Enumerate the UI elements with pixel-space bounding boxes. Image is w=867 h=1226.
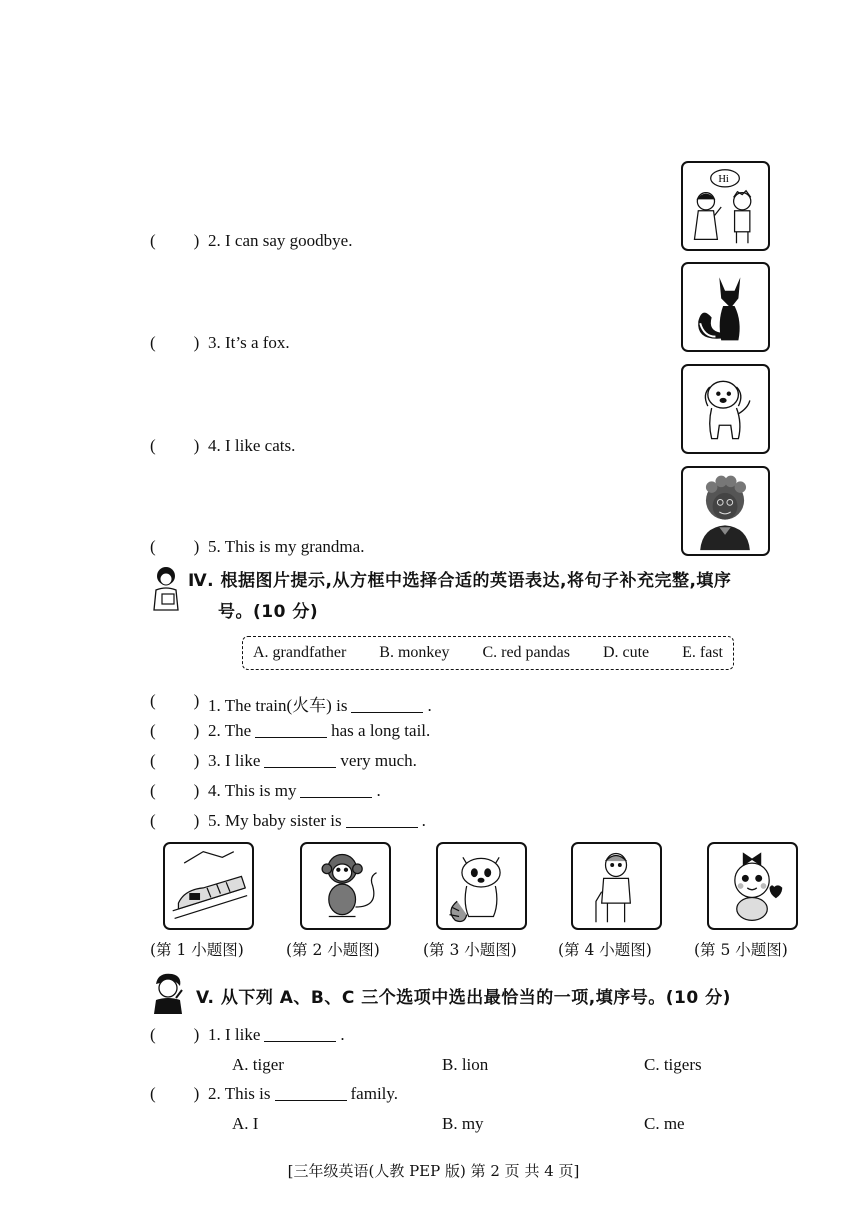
option-a[interactable]: A. tiger — [232, 1055, 284, 1074]
option-b[interactable]: B. my — [442, 1114, 484, 1133]
answer-paren[interactable]: ( ) — [150, 811, 200, 830]
picture-fox — [681, 262, 770, 352]
picture-red-panda — [436, 842, 527, 930]
answer-paren[interactable]: ( ) — [150, 537, 200, 556]
caption-picture-2: (第 2 小题图) — [286, 941, 380, 959]
word-option-a: A. grandfather — [253, 644, 347, 661]
section4-heading-line1: Ⅳ. 根据图片提示,从方框中选择合适的英语表达,将句子补充完整,填序 — [188, 571, 732, 591]
section4-heading-line2: 号。(10 分) — [218, 602, 319, 622]
caption-picture-1: (第 1 小题图) — [150, 941, 244, 959]
picture-grandfather — [571, 842, 662, 930]
answer-paren[interactable]: ( ) — [150, 231, 200, 250]
blank-field[interactable] — [346, 827, 418, 828]
picture-train — [163, 842, 254, 930]
hi-bubble-text: Hi — [718, 174, 729, 186]
blank-field[interactable] — [275, 1100, 347, 1101]
caption-picture-5: (第 5 小题图) — [694, 941, 788, 959]
question-text: 3. It’s a fox. — [208, 333, 290, 352]
picture-grandma — [681, 466, 770, 556]
caption-picture-4: (第 4 小题图) — [558, 941, 652, 959]
picture-monkey — [300, 842, 391, 930]
picture-baby — [707, 842, 798, 930]
word-option-e: E. fast — [682, 644, 723, 661]
answer-paren[interactable]: ( ) — [150, 781, 200, 800]
answer-paren[interactable]: ( ) — [150, 691, 200, 710]
boy-thinking-icon — [150, 970, 188, 1016]
answer-paren[interactable]: ( ) — [150, 436, 200, 455]
option-b[interactable]: B. lion — [442, 1055, 489, 1074]
caption-picture-3: (第 3 小题图) — [423, 941, 517, 959]
answer-paren[interactable]: ( ) — [150, 1084, 200, 1103]
answer-paren[interactable]: ( ) — [150, 751, 200, 770]
option-c[interactable]: C. me — [644, 1114, 685, 1133]
answer-paren[interactable]: ( ) — [150, 721, 200, 740]
blank-field[interactable] — [264, 767, 336, 768]
answer-paren[interactable]: ( ) — [150, 333, 200, 352]
question-text: 4. I like cats. — [208, 436, 296, 455]
page-footer: [三年级英语(人教 PEP 版) 第 2 页 共 4 页] — [287, 1162, 580, 1180]
word-option-b: B. monkey — [379, 644, 450, 661]
section5-heading: V. 从下列 A、B、C 三个选项中选出最恰当的一项,填序号。(10 分) — [196, 988, 731, 1008]
option-c[interactable]: C. tigers — [644, 1055, 702, 1074]
question-text: 2. I can say goodbye. — [208, 231, 353, 250]
blank-field[interactable] — [300, 797, 372, 798]
answer-paren[interactable]: ( ) — [150, 1025, 200, 1044]
word-option-d: D. cute — [602, 644, 650, 661]
blank-field[interactable] — [264, 1041, 336, 1042]
question-text: 5. This is my grandma. — [208, 537, 365, 556]
picture-dog — [681, 364, 770, 454]
option-a[interactable]: A. I — [232, 1114, 259, 1133]
picture-kids-hi — [681, 161, 770, 251]
word-option-c: C. red pandas — [482, 644, 570, 661]
word-bank — [242, 636, 734, 670]
girl-reading-icon — [150, 564, 184, 614]
blank-field[interactable] — [351, 712, 423, 713]
blank-field[interactable] — [255, 737, 327, 738]
